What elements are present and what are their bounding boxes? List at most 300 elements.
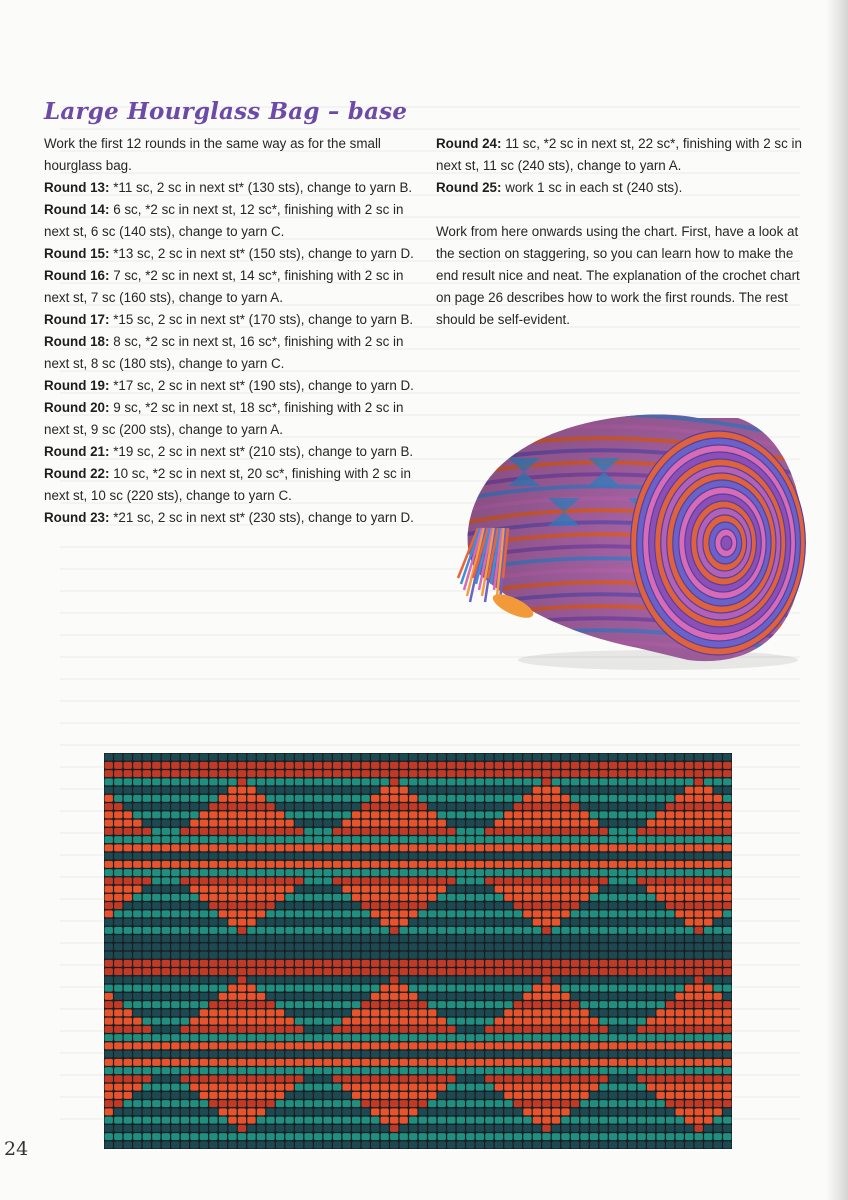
chart-stitch-cell [352, 1026, 360, 1033]
chart-stitch-cell [533, 1100, 541, 1107]
chart-stitch-cell [152, 1133, 160, 1140]
chart-stitch-cell [647, 853, 655, 860]
chart-stitch-cell [457, 1092, 465, 1099]
chart-stitch-cell [609, 1051, 617, 1058]
chart-stitch-cell [352, 844, 360, 851]
chart-stitch-cell [656, 1067, 664, 1074]
chart-stitch-cell [714, 1125, 722, 1132]
round-text: *21 sc, 2 sc in next st* (230 sts), change to yarn D. [109, 510, 414, 525]
chart-stitch-cell [609, 1034, 617, 1041]
chart-stitch-cell [571, 803, 579, 810]
chart-stitch-cell [609, 1009, 617, 1016]
chart-stitch-cell [171, 869, 179, 876]
chart-stitch-cell [190, 910, 198, 917]
chart-stitch-cell [323, 1026, 331, 1033]
chart-stitch-cell [190, 960, 198, 967]
chart-stitch-cell [599, 1125, 607, 1132]
chart-stitch-cell [523, 976, 531, 983]
chart-stitch-cell [552, 952, 560, 959]
chart-stitch-cell [381, 762, 389, 769]
chart-stitch-cell [409, 919, 417, 926]
instruction-step [44, 441, 414, 463]
chart-stitch-cell [314, 1067, 322, 1074]
chart-stitch-cell [228, 1125, 236, 1132]
chart-stitch-cell [323, 869, 331, 876]
chart-stitch-cell [257, 778, 265, 785]
chart-stitch-cell [447, 828, 455, 835]
chart-stitch-cell [342, 770, 350, 777]
chart-stitch-cell [466, 762, 474, 769]
chart-stitch-cell [257, 1009, 265, 1016]
chart-stitch-cell [323, 985, 331, 992]
chart-stitch-cell [647, 1026, 655, 1033]
chart-stitch-cell [171, 1042, 179, 1049]
chart-stitch-cell [552, 943, 560, 950]
chart-stitch-cell [523, 795, 531, 802]
chart-stitch-cell [342, 1141, 350, 1148]
chart-stitch-cell [695, 1092, 703, 1099]
chart-stitch-cell [704, 1100, 712, 1107]
chart-stitch-cell [647, 927, 655, 934]
chart-stitch-cell [362, 968, 370, 975]
chart-stitch-cell [723, 1108, 731, 1115]
chart-stitch-cell [323, 1100, 331, 1107]
chart-stitch-cell [419, 754, 427, 761]
chart-stitch-cell [656, 1117, 664, 1124]
chart-stitch-cell [580, 1092, 588, 1099]
chart-stitch-cell [400, 787, 408, 794]
chart-stitch-cell [428, 1042, 436, 1049]
chart-stitch-cell [542, 935, 550, 942]
chart-stitch-cell [580, 762, 588, 769]
chart-stitch-cell [457, 1141, 465, 1148]
chart-stitch-cell [342, 976, 350, 983]
chart-stitch-cell [428, 927, 436, 934]
chart-stitch-cell [190, 919, 198, 926]
chart-stitch-cell [219, 927, 227, 934]
chart-stitch-cell [599, 935, 607, 942]
chart-stitch-cell [400, 985, 408, 992]
chart-stitch-cell [143, 754, 151, 761]
chart-stitch-cell [304, 927, 312, 934]
chart-stitch-cell [400, 935, 408, 942]
chart-stitch-cell [466, 828, 474, 835]
chart-stitch-cell [419, 877, 427, 884]
chart-stitch-cell [105, 828, 113, 835]
chart-stitch-cell [590, 853, 598, 860]
chart-stitch-cell [580, 1042, 588, 1049]
chart-stitch-cell [504, 1141, 512, 1148]
chart-stitch-cell [228, 910, 236, 917]
chart-stitch-cell [371, 1009, 379, 1016]
chart-stitch-cell [428, 795, 436, 802]
chart-stitch-cell [362, 820, 370, 827]
chart-stitch-cell [485, 910, 493, 917]
chart-stitch-cell [371, 1075, 379, 1082]
chart-stitch-cell [304, 1001, 312, 1008]
chart-stitch-cell [628, 886, 636, 893]
chart-stitch-cell [171, 787, 179, 794]
chart-stitch-cell [685, 770, 693, 777]
chart-stitch-cell [323, 1009, 331, 1016]
chart-stitch-cell [171, 935, 179, 942]
chart-stitch-cell [285, 1100, 293, 1107]
chart-stitch-cell [228, 927, 236, 934]
chart-stitch-cell [323, 1092, 331, 1099]
chart-stitch-cell [466, 902, 474, 909]
chart-stitch-cell [124, 894, 132, 901]
chart-stitch-cell [114, 1051, 122, 1058]
chart-stitch-cell [390, 952, 398, 959]
chart-stitch-cell [400, 902, 408, 909]
chart-stitch-cell [105, 1100, 113, 1107]
chart-stitch-cell [219, 1133, 227, 1140]
chart-stitch-cell [495, 927, 503, 934]
instruction-step [44, 397, 414, 441]
chart-stitch-cell [114, 1067, 122, 1074]
chart-stitch-cell [200, 1009, 208, 1016]
chart-stitch-cell [152, 1125, 160, 1132]
chart-stitch-cell [580, 968, 588, 975]
chart-stitch-cell [362, 836, 370, 843]
chart-stitch-cell [209, 1067, 217, 1074]
chart-stitch-cell [457, 1133, 465, 1140]
chart-stitch-cell [362, 993, 370, 1000]
chart-stitch-cell [314, 968, 322, 975]
chart-stitch-cell [571, 968, 579, 975]
chart-stitch-cell [333, 919, 341, 926]
chart-stitch-cell [466, 1018, 474, 1025]
chart-stitch-cell [190, 1009, 198, 1016]
chart-stitch-cell [333, 968, 341, 975]
chart-stitch-cell [428, 762, 436, 769]
chart-stitch-cell [542, 820, 550, 827]
chart-stitch-cell [342, 1133, 350, 1140]
chart-stitch-cell [514, 795, 522, 802]
chart-stitch-cell [266, 1018, 274, 1025]
chart-stitch-cell [637, 1125, 645, 1132]
chart-stitch-cell [162, 1026, 170, 1033]
chart-stitch-cell [637, 1108, 645, 1115]
chart-stitch-cell [362, 844, 370, 851]
chart-stitch-cell [304, 1059, 312, 1066]
chart-stitch-cell [209, 886, 217, 893]
chart-stitch-cell [247, 1075, 255, 1082]
chart-stitch-cell [676, 853, 684, 860]
chart-stitch-cell [476, 1009, 484, 1016]
chart-stitch-cell [181, 1125, 189, 1132]
chart-stitch-cell [485, 803, 493, 810]
chart-stitch-cell [352, 960, 360, 967]
chart-stitch-cell [438, 902, 446, 909]
chart-stitch-cell [295, 943, 303, 950]
chart-stitch-cell [323, 1001, 331, 1008]
chart-stitch-cell [542, 1059, 550, 1066]
chart-stitch-cell [219, 1100, 227, 1107]
chart-stitch-cell [676, 927, 684, 934]
chart-stitch-cell [152, 1117, 160, 1124]
chart-stitch-cell [200, 1141, 208, 1148]
chart-stitch-cell [390, 861, 398, 868]
chart-stitch-cell [276, 1051, 284, 1058]
chart-stitch-cell [685, 861, 693, 868]
chart-stitch-cell [495, 1141, 503, 1148]
chart-stitch-cell [400, 1034, 408, 1041]
chart-stitch-cell [533, 1051, 541, 1058]
chart-stitch-cell [514, 1141, 522, 1148]
chart-stitch-cell [400, 844, 408, 851]
chart-stitch-cell [466, 927, 474, 934]
chart-stitch-cell [400, 836, 408, 843]
chart-stitch-cell [114, 795, 122, 802]
chart-stitch-cell [362, 943, 370, 950]
chart-stitch-cell [533, 844, 541, 851]
chart-stitch-cell [143, 968, 151, 975]
round-text: 11 sc, *2 sc in next st, 22 sc*, finishing with 2 sc in next st, 11 sc (240 sts), change to yarn A. [436, 136, 802, 173]
chart-stitch-cell [685, 919, 693, 926]
chart-stitch-cell [181, 754, 189, 761]
chart-stitch-cell [247, 820, 255, 827]
chart-stitch-cell [466, 1084, 474, 1091]
chart-stitch-cell [409, 1075, 417, 1082]
chart-stitch-cell [143, 1141, 151, 1148]
crochet-chart-grid [104, 753, 732, 1149]
chart-stitch-cell [495, 1133, 503, 1140]
chart-stitch-cell [723, 894, 731, 901]
chart-stitch-cell [571, 902, 579, 909]
chart-stitch-cell [323, 844, 331, 851]
chart-stitch-cell [676, 762, 684, 769]
chart-stitch-cell [124, 853, 132, 860]
chart-stitch-cell [495, 952, 503, 959]
chart-stitch-cell [162, 1009, 170, 1016]
chart-stitch-cell [447, 919, 455, 926]
chart-stitch-cell [133, 1042, 141, 1049]
chart-stitch-cell [124, 943, 132, 950]
chart-stitch-cell [609, 811, 617, 818]
chart-stitch-cell [676, 861, 684, 868]
chart-stitch-cell [561, 927, 569, 934]
chart-stitch-cell [143, 811, 151, 818]
chart-stitch-cell [228, 1141, 236, 1148]
chart-stitch-cell [400, 993, 408, 1000]
chart-stitch-cell [285, 754, 293, 761]
chart-stitch-cell [276, 952, 284, 959]
chart-stitch-cell [685, 968, 693, 975]
chart-stitch-cell [133, 1009, 141, 1016]
chart-stitch-cell [266, 811, 274, 818]
chart-stitch-cell [542, 1141, 550, 1148]
chart-stitch-cell [371, 877, 379, 884]
chart-stitch-cell [723, 985, 731, 992]
chart-stitch-cell [352, 1034, 360, 1041]
chart-stitch-cell [704, 976, 712, 983]
chart-stitch-cell [114, 803, 122, 810]
chart-stitch-cell [514, 993, 522, 1000]
chart-stitch-cell [238, 754, 246, 761]
chart-stitch-cell [381, 770, 389, 777]
chart-stitch-cell [495, 985, 503, 992]
chart-stitch-cell [209, 803, 217, 810]
chart-stitch-cell [495, 1034, 503, 1041]
chart-stitch-cell [628, 1018, 636, 1025]
chart-stitch-cell [476, 935, 484, 942]
chart-stitch-cell [561, 1084, 569, 1091]
chart-stitch-cell [695, 1018, 703, 1025]
chart-stitch-cell [618, 1009, 626, 1016]
chart-stitch-cell [628, 1001, 636, 1008]
chart-stitch-cell [637, 1100, 645, 1107]
chart-stitch-cell [628, 754, 636, 761]
chart-stitch-cell [171, 910, 179, 917]
chart-stitch-cell [143, 1009, 151, 1016]
chart-stitch-cell [228, 1051, 236, 1058]
chart-stitch-cell [295, 960, 303, 967]
chart-stitch-cell [124, 828, 132, 835]
chart-stitch-cell [504, 927, 512, 934]
chart-stitch-cell [400, 877, 408, 884]
chart-stitch-cell [714, 1042, 722, 1049]
chart-stitch-cell [219, 1067, 227, 1074]
chart-stitch-cell [561, 910, 569, 917]
chart-stitch-cell [171, 853, 179, 860]
chart-stitch-cell [438, 1042, 446, 1049]
chart-stitch-cell [285, 1125, 293, 1132]
chart-stitch-cell [409, 853, 417, 860]
chart-stitch-cell [495, 770, 503, 777]
chart-stitch-cell [352, 877, 360, 884]
chart-stitch-cell [714, 952, 722, 959]
chart-stitch-cell [190, 1075, 198, 1082]
chart-stitch-cell [352, 894, 360, 901]
chart-stitch-cell [666, 1108, 674, 1115]
chart-stitch-cell [266, 943, 274, 950]
chart-stitch-cell [105, 1067, 113, 1074]
chart-stitch-cell [114, 1026, 122, 1033]
chart-stitch-cell [314, 787, 322, 794]
chart-stitch-cell [685, 853, 693, 860]
chart-stitch-cell [438, 952, 446, 959]
chart-stitch-cell [637, 902, 645, 909]
chart-stitch-cell [428, 1034, 436, 1041]
chart-stitch-cell [257, 886, 265, 893]
chart-stitch-cell [571, 828, 579, 835]
chart-stitch-cell [285, 861, 293, 868]
chart-stitch-cell [599, 754, 607, 761]
chart-stitch-cell [552, 894, 560, 901]
chart-stitch-cell [637, 993, 645, 1000]
chart-stitch-cell [409, 820, 417, 827]
chart-stitch-cell [247, 836, 255, 843]
chart-stitch-cell [295, 1009, 303, 1016]
chart-stitch-cell [495, 844, 503, 851]
chart-stitch-cell [695, 1141, 703, 1148]
chart-stitch-cell [571, 811, 579, 818]
chart-stitch-cell [381, 803, 389, 810]
chart-stitch-cell [228, 902, 236, 909]
chart-stitch-cell [656, 1042, 664, 1049]
chart-stitch-cell [352, 762, 360, 769]
chart-stitch-cell [628, 1141, 636, 1148]
chart-stitch-cell [533, 861, 541, 868]
chart-stitch-cell [219, 1108, 227, 1115]
chart-stitch-cell [438, 943, 446, 950]
chart-stitch-cell [428, 836, 436, 843]
chart-stitch-cell [485, 902, 493, 909]
chart-stitch-cell [476, 1117, 484, 1124]
chart-stitch-cell [676, 1042, 684, 1049]
chart-stitch-cell [114, 1042, 122, 1049]
chart-stitch-cell [571, 1100, 579, 1107]
chart-stitch-cell [390, 836, 398, 843]
chart-stitch-cell [695, 1067, 703, 1074]
chart-stitch-cell [656, 894, 664, 901]
chart-stitch-cell [257, 1026, 265, 1033]
chart-stitch-cell [257, 828, 265, 835]
chart-stitch-cell [571, 1108, 579, 1115]
chart-stitch-cell [419, 828, 427, 835]
chart-stitch-cell [190, 778, 198, 785]
chart-stitch-cell [276, 1117, 284, 1124]
chart-stitch-cell [533, 910, 541, 917]
chart-stitch-cell [238, 976, 246, 983]
chart-stitch-cell [295, 1018, 303, 1025]
chart-stitch-cell [323, 1075, 331, 1082]
chart-stitch-cell [162, 1092, 170, 1099]
chart-stitch-cell [485, 844, 493, 851]
chart-stitch-cell [381, 993, 389, 1000]
chart-stitch-cell [542, 952, 550, 959]
chart-stitch-cell [476, 1075, 484, 1082]
chart-stitch-cell [400, 968, 408, 975]
chart-stitch-cell [666, 976, 674, 983]
chart-stitch-cell [514, 1108, 522, 1115]
chart-stitch-cell [647, 1117, 655, 1124]
chart-stitch-cell [371, 754, 379, 761]
chart-stitch-cell [542, 811, 550, 818]
chart-stitch-cell [523, 985, 531, 992]
chart-stitch-cell [171, 1084, 179, 1091]
chart-stitch-cell [162, 1042, 170, 1049]
chart-stitch-cell [542, 1092, 550, 1099]
chart-stitch-cell [124, 960, 132, 967]
chart-stitch-cell [580, 770, 588, 777]
chart-stitch-cell [333, 1125, 341, 1132]
chart-stitch-cell [628, 811, 636, 818]
chart-stitch-cell [209, 1009, 217, 1016]
chart-stitch-cell [714, 1100, 722, 1107]
chart-stitch-cell [162, 1051, 170, 1058]
chart-stitch-cell [419, 762, 427, 769]
chart-stitch-cell [152, 754, 160, 761]
chart-stitch-cell [228, 828, 236, 835]
chart-stitch-cell [580, 1075, 588, 1082]
chart-stitch-cell [371, 894, 379, 901]
chart-stitch-cell [428, 1092, 436, 1099]
chart-stitch-cell [504, 1092, 512, 1099]
chart-stitch-cell [609, 1001, 617, 1008]
chart-stitch-cell [238, 869, 246, 876]
chart-stitch-cell [457, 952, 465, 959]
chart-stitch-cell [495, 976, 503, 983]
chart-stitch-cell [618, 869, 626, 876]
chart-stitch-cell [714, 1133, 722, 1140]
chart-stitch-cell [533, 960, 541, 967]
chart-stitch-cell [419, 1009, 427, 1016]
chart-stitch-cell [676, 828, 684, 835]
chart-stitch-cell [247, 1009, 255, 1016]
chart-stitch-cell [428, 1018, 436, 1025]
